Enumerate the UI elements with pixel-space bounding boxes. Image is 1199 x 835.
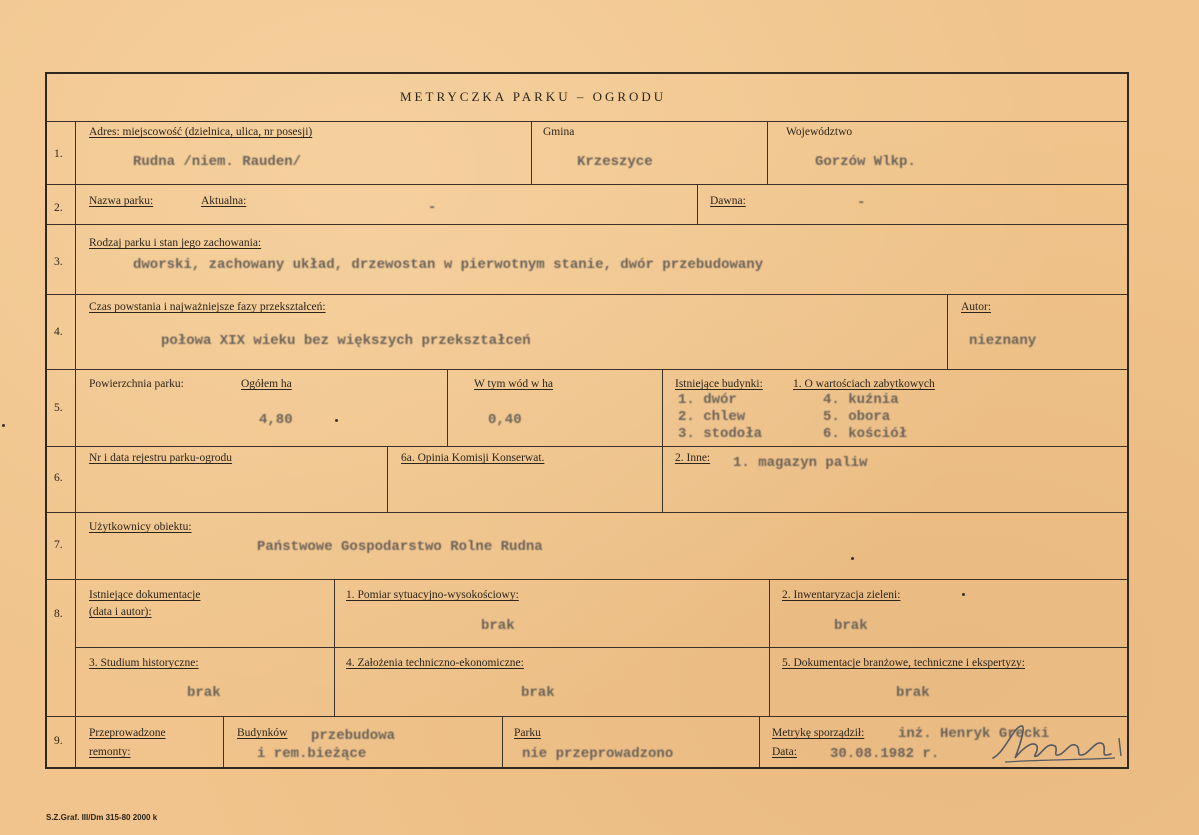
- technical-value: brak: [521, 685, 555, 701]
- greenery-label: 2. Inwentaryzacja zieleni:: [782, 589, 901, 601]
- voivodeship-value: Gorzów Wlkp.: [815, 154, 916, 170]
- documentation-sublabel: (data i autor):: [89, 606, 152, 618]
- row-number-1: 1.: [54, 148, 63, 160]
- date-value: 30.08.1982 r.: [830, 746, 940, 762]
- row-number-6: 6.: [54, 472, 63, 484]
- park-type-label: Rodzaj parku i stan jego zachowania:: [89, 237, 262, 249]
- historic-study-label: 3. Studium historyczne:: [89, 657, 199, 669]
- signature: [985, 718, 1135, 770]
- other-buildings-label: 2. Inne:: [675, 452, 711, 464]
- park-repair-value: nie przeprowadzono: [522, 746, 674, 762]
- survey-label: 1. Pomiar sytuacyjno-wysokościowy:: [346, 589, 519, 601]
- author-label: Autor:: [961, 301, 992, 313]
- water-area-value: 0,40: [488, 412, 522, 428]
- total-area-value: 4,80: [259, 412, 293, 428]
- water-area-label: W tym wód w ha: [474, 378, 554, 390]
- voivodeship-label: Województwo: [786, 126, 853, 138]
- row-number-3: 3.: [54, 256, 63, 268]
- building-item: 4. kuźnia: [823, 392, 899, 408]
- building-item: 5. obora: [823, 409, 891, 425]
- address-label: Adres: miejscowość (dzielnica, ulica, nr posesji): [89, 126, 313, 138]
- area-label: Powierzchnia parku:: [89, 378, 184, 390]
- print-footer: S.Z.Graf. III/Dm 315-80 2000 k: [46, 813, 158, 822]
- survey-value: brak: [481, 618, 515, 634]
- gmina-value: Krzeszyce: [577, 154, 653, 170]
- prepared-by-label: Metrykę sporządził:: [772, 727, 865, 739]
- documentation-label: Istniejące dokumentacje: [89, 589, 201, 601]
- buildings-label: Istniejące budynki:: [675, 378, 763, 390]
- total-area-label: Ogółem ha: [241, 378, 292, 390]
- current-name-label: Aktualna:: [201, 195, 247, 207]
- repairs-sublabel: remonty:: [89, 746, 131, 758]
- monument-buildings-label: 1. O wartościach zabytkowych: [793, 378, 935, 390]
- building-item: 6. kościół: [823, 426, 908, 442]
- author-value: nieznany: [969, 333, 1037, 349]
- row-number-2: 2.: [54, 202, 63, 214]
- form-title: METRYCZKA PARKU – OGRODU: [400, 89, 667, 104]
- row-number-7: 7.: [54, 539, 63, 551]
- prepared-by-value: inż. Henryk Grecki: [898, 726, 1050, 742]
- other-buildings-value: 1. magazyn paliw: [733, 455, 868, 471]
- current-name-value: -: [428, 200, 437, 216]
- buildings-repair-value-2: i rem.bieżące: [257, 746, 367, 762]
- building-item: 3. stodoła: [678, 426, 763, 442]
- greenery-value: brak: [834, 618, 868, 634]
- historic-study-value: brak: [187, 685, 221, 701]
- industry-docs-label: 5. Dokumentacje branżowe, techniczne i ekspertyzy:: [782, 657, 1025, 669]
- buildings-repair-value: przebudowa: [311, 728, 396, 744]
- ink-dot: [962, 593, 965, 596]
- history-value: połowa XIX wieku bez większych przekształceń: [161, 333, 531, 349]
- ink-dot: [2, 424, 5, 427]
- building-item: 2. chlew: [678, 409, 746, 425]
- ink-dot: [335, 419, 338, 422]
- users-value: Państwowe Gospodarstwo Rolne Rudna: [257, 539, 543, 555]
- row-number-9: 9.: [54, 735, 63, 747]
- building-item: 1. dwór: [678, 392, 737, 408]
- row-number-4: 4.: [54, 326, 63, 338]
- ink-dot: [851, 557, 854, 560]
- date-label: Data:: [772, 746, 797, 758]
- row-number-5: 5.: [54, 402, 63, 414]
- conservation-opinion-label: 6a. Opinia Komisji Konserwat.: [401, 452, 545, 464]
- industry-docs-value: brak: [896, 685, 930, 701]
- park-repair-label: Parku: [514, 727, 541, 739]
- former-name-value: -: [857, 195, 866, 211]
- register-label: Nr i data rejestru parku-ogrodu: [89, 452, 233, 464]
- former-name-label: Dawna:: [710, 195, 746, 207]
- users-label: Użytkownicy obiektu:: [89, 521, 192, 533]
- technical-label: 4. Założenia techniczno-ekonomiczne:: [346, 657, 524, 669]
- history-label: Czas powstania i najważniejsze fazy przekształceń:: [89, 301, 326, 313]
- park-type-value: dworski, zachowany układ, drzewostan w pierwotnym stanie, dwór przebudowany: [133, 257, 764, 273]
- row-number-8: 8.: [54, 608, 63, 620]
- repairs-label: Przeprowadzone: [89, 727, 166, 739]
- address-value: Rudna /niem. Rauden/: [133, 154, 302, 170]
- park-name-label: Nazwa parku:: [89, 195, 154, 207]
- buildings-repair-label: Budynków: [237, 727, 288, 739]
- gmina-label: Gmina: [543, 126, 575, 138]
